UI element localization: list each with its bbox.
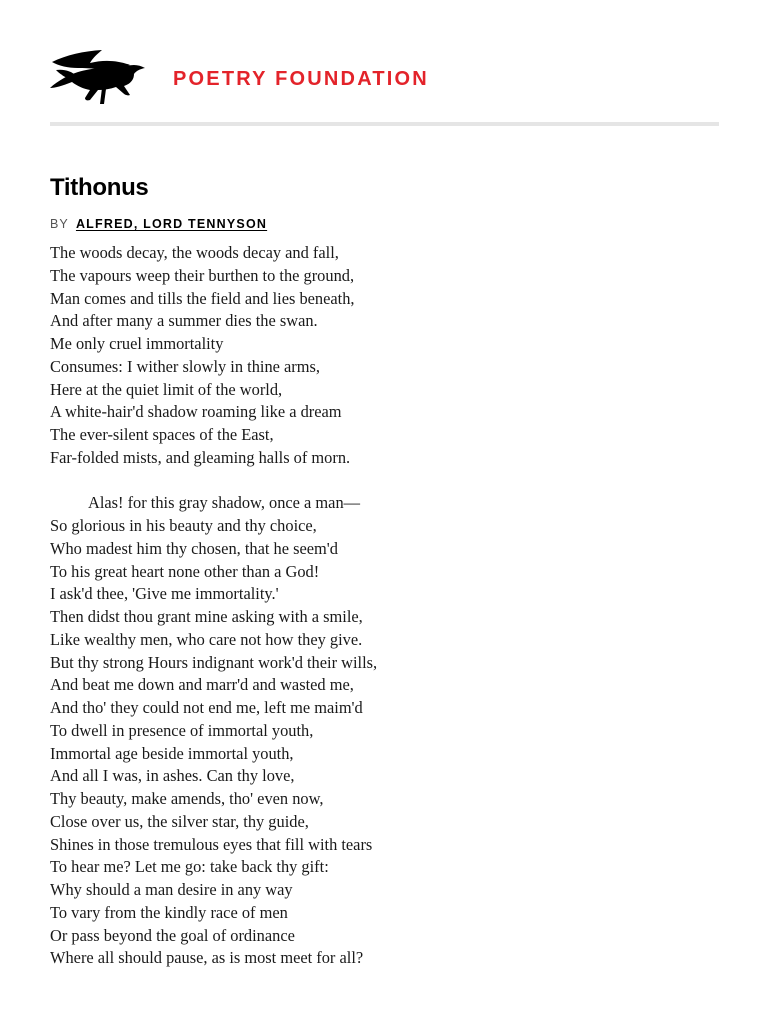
poem-line: And all I was, in ashes. Can thy love, (50, 766, 295, 786)
poem-line: Alas! for this gray shadow, once a man— (88, 493, 361, 513)
poem-line: Like wealthy men, who care not how they give. (50, 629, 363, 649)
poem-line: And tho' they could not end me, left me maim'd (50, 698, 363, 717)
poem-line: So glorious in his beauty and thy choice, (50, 516, 317, 535)
poem-line: Here at the quiet limit of the world, (50, 379, 283, 399)
poem-line: Far-folded mists, and gleaming halls of morn. (50, 447, 351, 467)
poem-line: To vary from the kindly race of men (50, 902, 288, 922)
poem-line: And beat me down and marr'd and wasted me, (50, 675, 354, 695)
poem-line: But thy strong Hours indignant work'd their wills, (50, 652, 378, 672)
poem-line: Who madest him thy chosen, that he seem'd (50, 538, 338, 558)
poem-line: The vapours weep their burthen to the ground, (50, 265, 355, 285)
poem-line: The woods decay, the woods decay and fall, (50, 243, 339, 262)
poem-stanza (50, 492, 730, 970)
poem-line: To dwell in presence of immortal youth, (50, 720, 314, 740)
header-divider (50, 122, 719, 126)
poem-stanza (50, 242, 730, 470)
poem-line: Then didst thou grant mine asking with a smile, (50, 607, 363, 626)
poem-line: Thy beauty, make amends, tho' even now, (50, 789, 324, 808)
poem-line: Immortal age beside immortal youth, (50, 743, 294, 763)
poem-line: Close over us, the silver star, thy guide, (50, 811, 309, 831)
poem-line: Where all should pause, as is most meet for all? (50, 948, 364, 968)
poem-line: Shines in those tremulous eyes that fill with tears (50, 834, 373, 854)
poem-line: Man comes and tills the field and lies beneath, (50, 288, 355, 308)
poem-line: And after many a summer dies the swan. (50, 311, 318, 331)
poem-line: Me only cruel immortality (50, 334, 224, 353)
poem-line: Consumes: I wither slowly in thine arms, (50, 356, 320, 376)
brand-name[interactable]: POETRY FOUNDATION (173, 68, 429, 90)
byline (50, 217, 267, 231)
poem-line: Or pass beyond the goal of ordinance (50, 925, 295, 945)
poem-line: I ask'd thee, 'Give me immortality.' (50, 584, 279, 604)
site-header (50, 48, 718, 112)
pegasus-bird-icon[interactable] (50, 48, 148, 108)
poem-line: The ever-silent spaces of the East, (50, 425, 274, 444)
poem-body (50, 242, 730, 970)
by-label: BY (50, 217, 69, 231)
poem-line: To his great heart none other than a God! (50, 561, 320, 581)
poem-line: To hear me? Let me go: take back thy gift: (50, 857, 329, 877)
poem-line: Why should a man desire in any way (50, 880, 293, 899)
poem-title: Tithonus (50, 174, 149, 201)
author-link[interactable]: ALFRED, LORD TENNYSON (75, 217, 268, 231)
poem-line: A white-hair'd shadow roaming like a dream (50, 402, 342, 422)
